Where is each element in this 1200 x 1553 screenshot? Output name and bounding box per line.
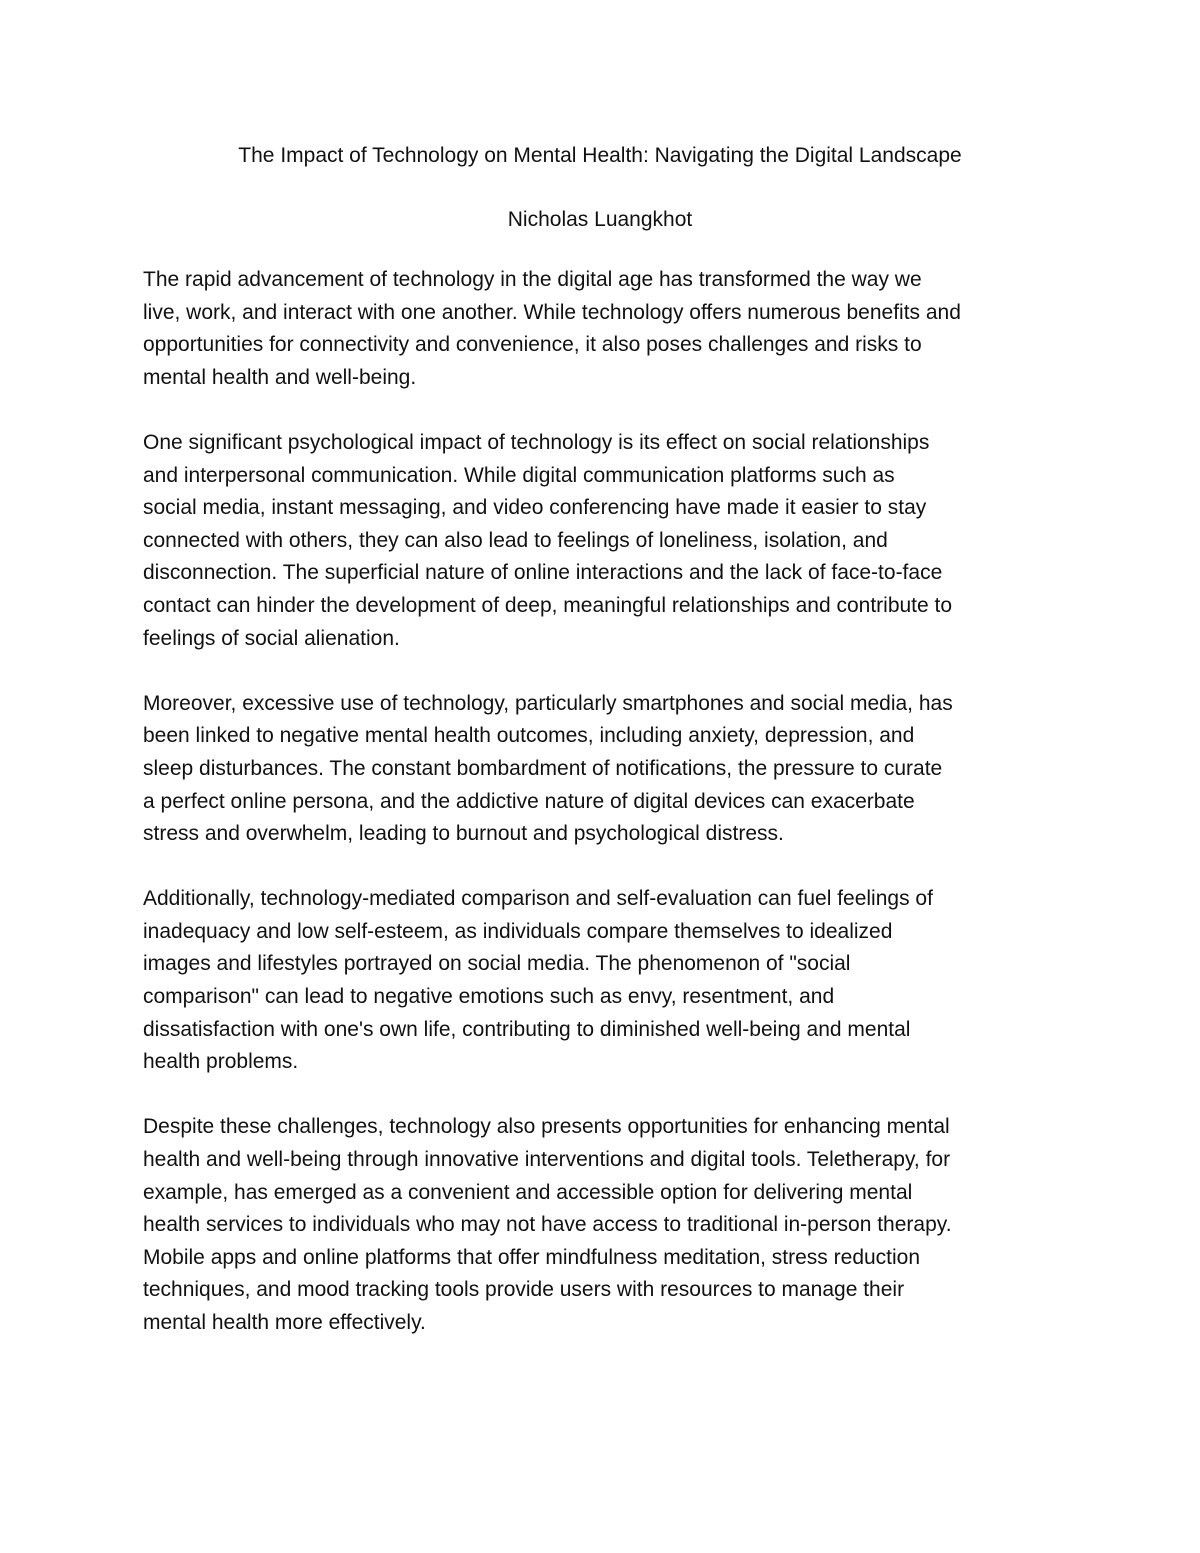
paragraph-line: One significant psychological impact of technology is its effect on social relationships bbox=[143, 430, 930, 454]
paragraph-line: connected with others, they can also lead to feelings of loneliness, isolation, and bbox=[143, 528, 888, 552]
paragraph-line: health problems. bbox=[143, 1050, 299, 1074]
paragraph-line: feelings of social alienation. bbox=[143, 626, 400, 650]
paragraph-line: Mobile apps and online platforms that offer mindfulness meditation, stress reduction bbox=[143, 1245, 921, 1269]
document-author: Nicholas Luangkhot bbox=[507, 208, 693, 231]
body-paragraph bbox=[143, 688, 1063, 851]
paragraph-line: and interpersonal communication. While digital communication platforms such as bbox=[143, 463, 895, 487]
paragraph-line: Despite these challenges, technology also presents opportunities for enhancing mental bbox=[143, 1115, 950, 1139]
paragraph-line: sleep disturbances. The constant bombardment of notifications, the pressure to curate bbox=[143, 756, 943, 780]
paragraph-line: mental health and well-being. bbox=[143, 365, 417, 389]
paragraph-line: stress and overwhelm, leading to burnout and psychological distress. bbox=[143, 822, 784, 846]
paragraph-line: Additionally, technology-mediated comparison and self-evaluation can fuel feelings of bbox=[143, 887, 933, 911]
body-paragraph bbox=[143, 427, 1063, 655]
paragraph-line: comparison" can lead to negative emotions such as envy, resentment, and bbox=[143, 985, 835, 1009]
paragraph-line: been linked to negative mental health outcomes, including anxiety, depression, and bbox=[143, 724, 915, 748]
body-paragraph bbox=[143, 264, 1063, 394]
paragraph-line: techniques, and mood tracking tools provide users with resources to manage their bbox=[143, 1278, 905, 1302]
paragraph-line: mental health more effectively. bbox=[143, 1311, 426, 1334]
body-paragraph bbox=[143, 1111, 1063, 1339]
paragraph-line: images and lifestyles portrayed on social media. The phenomenon of "social bbox=[143, 952, 851, 976]
paragraph-line: live, work, and interact with one another. While technology offers numerous benefits and bbox=[143, 300, 961, 324]
paragraph-line: health services to individuals who may not have access to traditional in-person therapy. bbox=[143, 1213, 952, 1237]
paragraph-line: social media, instant messaging, and video conferencing have made it easier to stay bbox=[143, 496, 927, 520]
paragraph-line: example, has emerged as a convenient and accessible option for delivering mental bbox=[143, 1180, 913, 1204]
body-paragraph bbox=[143, 883, 1063, 1079]
paragraph-line: contact can hinder the development of deep, meaningful relationships and contribute to bbox=[143, 593, 953, 617]
paragraph-line: opportunities for connectivity and convenience, it also poses challenges and risks to bbox=[143, 333, 922, 357]
paragraph-line: a perfect online persona, and the addictive nature of digital devices can exacerbate bbox=[143, 789, 915, 813]
document-body bbox=[143, 264, 1063, 1372]
paragraph-line: health and well-being through innovative interventions and digital tools. Teletherapy, for bbox=[143, 1148, 951, 1172]
paragraph-line: dissatisfaction with one's own life, contributing to diminished well-being and mental bbox=[143, 1017, 911, 1041]
paragraph-line: inadequacy and low self-esteem, as individuals compare themselves to idealized bbox=[143, 919, 893, 943]
document-title: The Impact of Technology on Mental Health: Navigating the Digital Landscape bbox=[238, 144, 962, 167]
paragraph-line: Moreover, excessive use of technology, particularly smartphones and social media, has bbox=[143, 691, 953, 715]
paragraph-line: disconnection. The superficial nature of online interactions and the lack of face-to-face bbox=[143, 561, 943, 585]
paragraph-line: The rapid advancement of technology in the digital age has transformed the way we bbox=[143, 268, 922, 291]
